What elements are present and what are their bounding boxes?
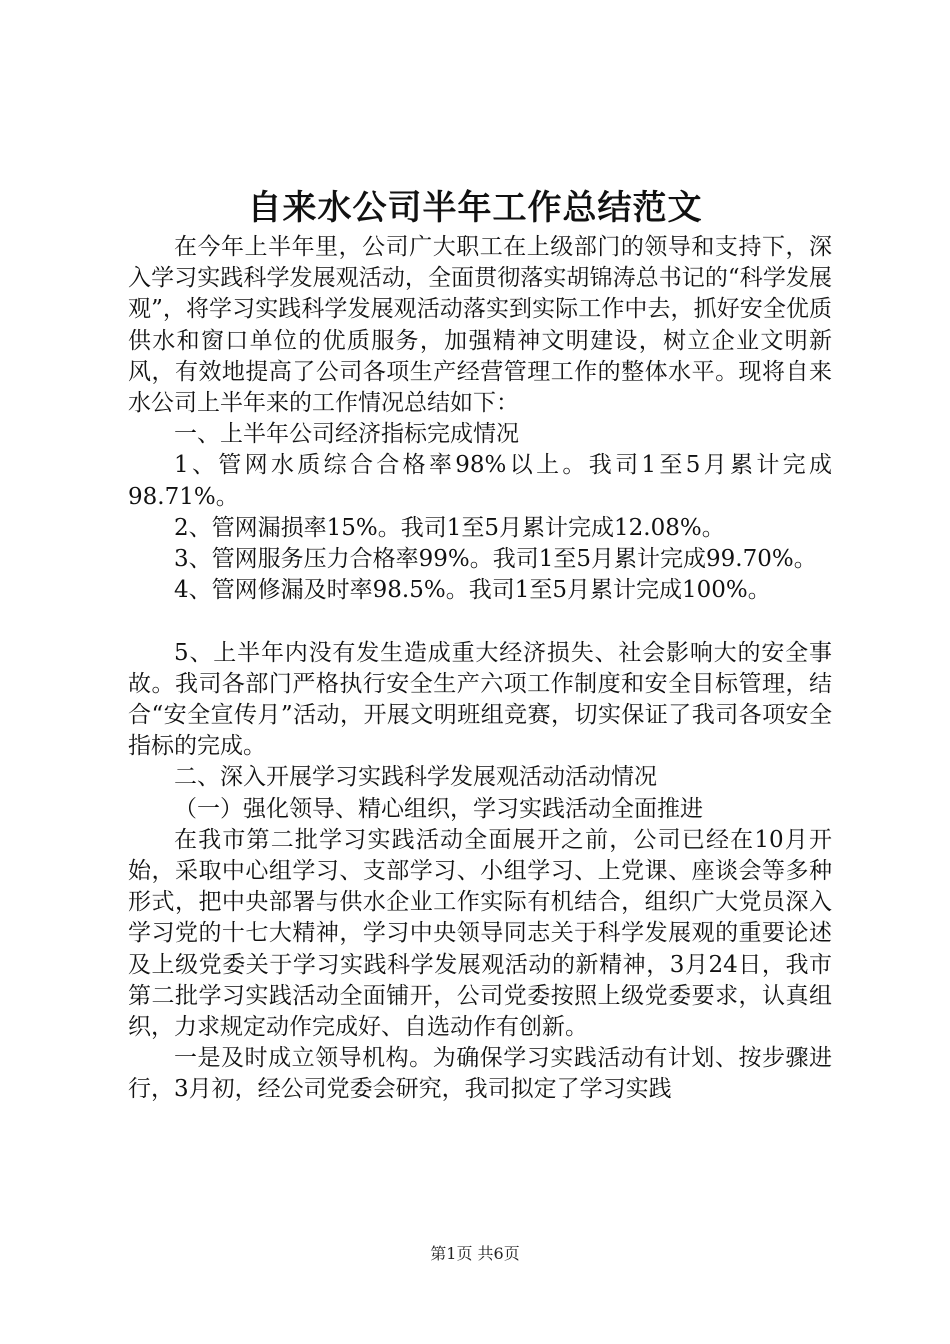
blank-line — [128, 606, 832, 637]
paragraph-body-1: 在我市第二批学习实践活动全面展开之前，公司已经在10月开始，采取中心组学习、支部学习、小组学习、上党课、座谈会等多种形式，把中央部署与供水企业工作实际有机结合，组织广大党员深入学习党的十七大精神，学习中央领导同志关于科学发展观的重要论述及上级党委关于学习实践科学发展观活动的新精神，3月24日，我市第二批学习实践活动全面铺开，公司党委按照上级党委要求，认真组织，力求规定动作完成好、自选动作有创新。 — [128, 826, 832, 1041]
paragraph-item-4: 4、管网修漏及时率98.5%。我司1至5月累计完成100%。 — [174, 577, 771, 604]
paragraph-item-5: 5、上半年内没有发生造成重大经济损失、社会影响大的安全事故。我司各部门严格执行安全生产六项工作制度和安全目标管理，结合“安全宣传月”活动，开展文明班组竞赛，切实保证了我司各项安全指标的完成。 — [128, 639, 832, 760]
document-body — [128, 232, 832, 1106]
document-title: 自来水公司半年工作总结范文 — [247, 188, 703, 228]
paragraph-item-3: 3、管网服务压力合格率99%。我司1至5月累计完成99.70%。 — [174, 546, 817, 573]
section-heading-1: 一、上半年公司经济指标完成情况 — [174, 421, 519, 448]
paragraph-item-2: 2、管网漏损率15%。我司1至5月累计完成12.08%。 — [174, 514, 725, 541]
subsection-heading-1: （一）强化领导、精心组织，学习实践活动全面推进 — [174, 795, 703, 822]
paragraph-body-2: 一是及时成立领导机构。为确保学习实践活动有计划、按步骤进行，3月初，经公司党委会研究，我司拟定了学习实践 — [128, 1045, 832, 1103]
section-heading-2: 二、深入开展学习实践科学发展观活动活动情况 — [174, 764, 657, 791]
paragraph-intro: 在今年上半年里，公司广大职工在上级部门的领导和支持下，深入学习实践科学发展观活动，全面贯彻落实胡锦涛总书记的“科学发展观”，将学习实践科学发展观活动落实到实际工作中去，抓好安全优质供水和窗口单位的优质服务，加强精神文明建设，树立企业文明新风，有效地提高了公司各项生产经营管理工作的整体水平。现将自来水公司上半年来的工作情况总结如下： — [128, 234, 832, 417]
page-number-footer: 第1页 共6页 — [430, 1244, 520, 1263]
paragraph-item-1: 1、管网水质综合合格率98%以上。我司1至5月累计完成98.71%。 — [128, 452, 832, 510]
